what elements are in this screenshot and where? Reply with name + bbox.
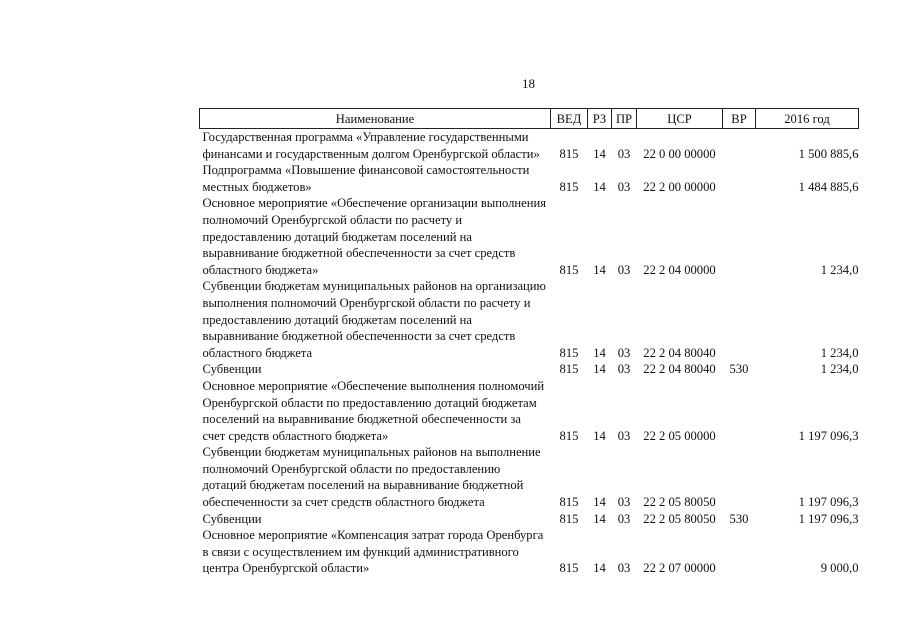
row-csr: 22 2 07 00000	[643, 561, 716, 576]
row-pr: 03	[617, 561, 631, 576]
row-ved: 815	[559, 146, 579, 161]
row-csr: 22 2 05 80050	[643, 511, 716, 526]
table-row	[200, 278, 859, 361]
row-name: Субвенции	[202, 511, 262, 526]
table-row	[200, 527, 859, 577]
header-rz: РЗ	[588, 109, 612, 129]
row-rz: 14	[593, 362, 606, 377]
row-csr: 22 2 04 00000	[643, 262, 716, 277]
row-ved: 815	[559, 345, 579, 360]
table-row	[200, 444, 859, 510]
row-csr: 22 2 05 80050	[643, 495, 716, 510]
row-name: Подпрограмма «Повышение финансовой самостоятельности местных бюджетов»	[202, 163, 530, 194]
row-name: Субвенции бюджетам муниципальных районов на организацию выполнения полномочий Оренбургской области по расчету и предоставлению дотаций бюджетам поселений на выравнивание бюджетной обеспеченности за счет средств областного бюджета	[202, 279, 546, 360]
row-vr	[723, 444, 756, 510]
row-vr: 530	[729, 362, 749, 377]
table-row	[200, 129, 859, 163]
row-ved: 815	[559, 511, 579, 526]
row-amount: 1 234,0	[820, 262, 859, 277]
row-rz: 14	[593, 345, 606, 360]
row-rz: 14	[593, 179, 606, 194]
page-number: 18	[522, 76, 535, 91]
row-pr: 03	[617, 345, 631, 360]
table-row	[200, 511, 859, 528]
row-rz: 14	[593, 262, 606, 277]
row-pr: 03	[617, 179, 631, 194]
row-amount: 1 500 885,6	[798, 146, 859, 161]
row-name: Основное мероприятие «Компенсация затрат города Оренбурга в связи с осуществлением им функций административного центра Оренбургской области»	[202, 528, 544, 576]
row-amount: 1 197 096,3	[798, 428, 859, 443]
header-csr: ЦСР	[637, 109, 723, 129]
row-rz: 14	[593, 511, 606, 526]
row-ved: 815	[559, 362, 579, 377]
table-row	[200, 195, 859, 278]
row-pr: 03	[617, 362, 631, 377]
header-pr: ПР	[612, 109, 637, 129]
table-header-row	[200, 109, 859, 129]
row-vr	[723, 278, 756, 361]
row-vr: 530	[729, 511, 749, 526]
row-amount: 1 197 096,3	[798, 511, 859, 526]
row-pr: 03	[617, 428, 631, 443]
row-csr: 22 0 00 00000	[643, 146, 716, 161]
row-name: Субвенции	[202, 362, 262, 377]
row-amount: 1 484 885,6	[798, 179, 859, 194]
budget-table	[199, 108, 859, 577]
row-pr: 03	[617, 495, 631, 510]
row-csr: 22 2 04 80040	[643, 345, 716, 360]
row-pr: 03	[617, 262, 631, 277]
row-ved: 815	[559, 561, 579, 576]
row-vr	[723, 129, 756, 163]
row-vr	[723, 378, 756, 444]
row-pr: 03	[617, 511, 631, 526]
row-rz: 14	[593, 495, 606, 510]
row-amount: 1 234,0	[820, 362, 859, 377]
row-amount: 1 234,0	[820, 345, 859, 360]
row-vr	[723, 162, 756, 195]
table-row	[200, 378, 859, 444]
row-vr	[723, 195, 756, 278]
row-vr	[723, 527, 756, 577]
row-ved: 815	[559, 495, 579, 510]
row-csr: 22 2 00 00000	[643, 179, 716, 194]
row-name: Государственная программа «Управление государственными финансами и государственным долгом Оренбургской области»	[202, 130, 540, 161]
row-name: Основное мероприятие «Обеспечение выполнения полномочий Оренбургской области по предоставлению дотаций бюджетам поселений на выравнивание бюджетной обеспеченности за счет средств областного бюджета»	[202, 378, 545, 443]
row-amount: 9 000,0	[820, 561, 859, 576]
row-rz: 14	[593, 561, 606, 576]
header-ved: ВЕД	[551, 109, 588, 129]
header-year: 2016 год	[756, 109, 859, 129]
row-amount: 1 197 096,3	[798, 495, 859, 510]
table-row	[200, 361, 859, 378]
row-rz: 14	[593, 428, 606, 443]
row-ved: 815	[559, 262, 579, 277]
row-rz: 14	[593, 146, 606, 161]
header-vr: ВР	[723, 109, 756, 129]
row-ved: 815	[559, 179, 579, 194]
row-ved: 815	[559, 428, 579, 443]
row-csr: 22 2 04 80040	[643, 362, 716, 377]
table-row	[200, 162, 859, 195]
row-name: Субвенции бюджетам муниципальных районов на выполнение полномочий Оренбургской области по предоставлению дотаций бюджетам поселений на выравнивание бюджетной обеспеченности за счет средств областного бюджета	[202, 445, 541, 510]
row-pr: 03	[617, 146, 631, 161]
row-csr: 22 2 05 00000	[643, 428, 716, 443]
row-name: Основное мероприятие «Обеспечение организации выполнения полномочий Оренбургской области по расчету и предоставлению дотаций бюджетам поселений на выравнивание бюджетной обеспеченности за счет средств областного бюджета»	[202, 196, 547, 277]
header-name: Наименование	[200, 109, 551, 129]
